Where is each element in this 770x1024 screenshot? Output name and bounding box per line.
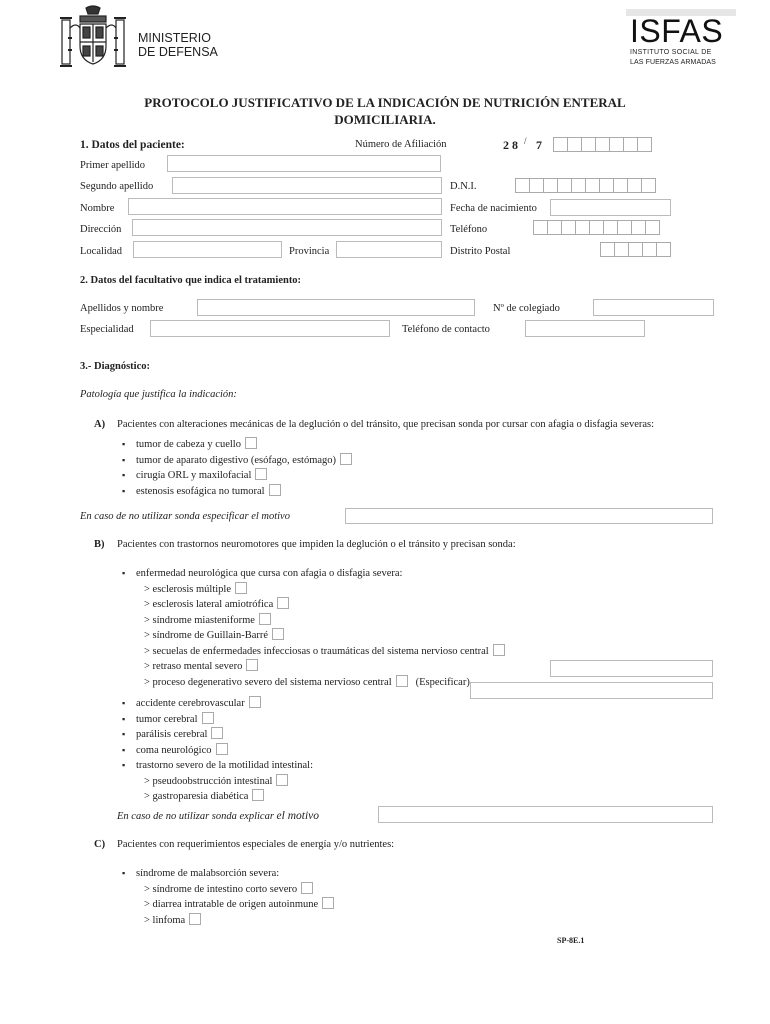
checkbox[interactable] bbox=[340, 453, 352, 465]
affiliation-prefix: 2 8 bbox=[503, 138, 518, 152]
group-a-reason-label: En caso de no utilizar sonda especificar el motivo bbox=[80, 511, 290, 522]
second-surname-label: Segundo apellido bbox=[80, 181, 154, 192]
list-item: ▪ enfermedad neurológica que cursa con afagia o disfagia severa: bbox=[122, 566, 505, 582]
checkbox[interactable] bbox=[235, 582, 247, 594]
phone-label: Teléfono bbox=[450, 224, 488, 235]
checkbox[interactable] bbox=[272, 628, 284, 640]
checkbox[interactable] bbox=[396, 675, 408, 687]
checkbox[interactable] bbox=[493, 644, 505, 656]
list-item: > pseudoobstrucción intestinal bbox=[122, 774, 313, 790]
checkbox[interactable] bbox=[246, 659, 258, 671]
specify-label: (Especificar) bbox=[415, 676, 470, 688]
group-b-neuro-list bbox=[122, 566, 505, 690]
checkbox[interactable] bbox=[255, 468, 267, 480]
first-surname-input[interactable] bbox=[167, 155, 441, 172]
address-label: Dirección bbox=[80, 224, 122, 235]
ministry-line-1: MINISTERIO bbox=[138, 31, 211, 45]
postal-label: Distrito Postal bbox=[450, 246, 511, 257]
group-b-other-list bbox=[122, 696, 313, 805]
group-b-description: Pacientes con trastornos neuromotores que impiden la deglución o el tránsito y precisan sonda: bbox=[117, 539, 516, 550]
checkbox[interactable] bbox=[259, 613, 271, 625]
list-item: > síndrome miasteniforme bbox=[122, 613, 505, 629]
specialty-label: Especialidad bbox=[80, 324, 134, 335]
pathology-label: Patología que justifica la indicación: bbox=[80, 389, 237, 400]
checkbox[interactable] bbox=[276, 774, 288, 786]
province-input[interactable] bbox=[336, 241, 442, 258]
brand-subtitle-2: LAS FUERZAS ARMADAS bbox=[630, 59, 716, 66]
list-item: ▪ síndrome de malabsorción severa: bbox=[122, 866, 334, 882]
contact-phone-input[interactable] bbox=[525, 320, 645, 337]
checkbox[interactable] bbox=[269, 484, 281, 496]
list-item: ▪ coma neurológico bbox=[122, 743, 313, 759]
list-item: ▪ trastorno severo de la motilidad intestinal: bbox=[122, 758, 313, 774]
city-label: Localidad bbox=[80, 246, 122, 257]
contact-phone-label: Teléfono de contacto bbox=[402, 324, 490, 335]
brand-subtitle-1: INSTITUTO SOCIAL DE bbox=[630, 49, 712, 56]
checkbox[interactable] bbox=[216, 743, 228, 755]
section-1-heading: 1. Datos del paciente: bbox=[80, 139, 185, 151]
phone-input[interactable] bbox=[534, 220, 660, 235]
list-item: > secuelas de enfermedades infecciosas o traumáticas del sistema nervioso central bbox=[122, 644, 505, 660]
section-2-heading: 2. Datos del facultativo que indica el tratamiento: bbox=[80, 275, 302, 286]
address-input[interactable] bbox=[132, 219, 442, 236]
dni-input[interactable] bbox=[516, 178, 656, 193]
list-item: > síndrome de intestino corto severo bbox=[122, 882, 334, 898]
list-item: > proceso degenerativo severo del sistema nervioso central (Especificar) bbox=[144, 676, 470, 688]
group-c-list bbox=[122, 866, 334, 928]
degenerative-specify-input-1[interactable] bbox=[550, 660, 713, 677]
name-input[interactable] bbox=[128, 198, 442, 215]
name-label: Nombre bbox=[80, 203, 115, 214]
city-input[interactable] bbox=[133, 241, 282, 258]
group-a-description: Pacientes con alteraciones mecánicas de la deglución o del tránsito, que precisan sonda por cursar con afagia o disfagia severas: bbox=[117, 419, 655, 430]
checkbox[interactable] bbox=[277, 597, 289, 609]
list-item: > gastroparesia diabética bbox=[122, 789, 313, 805]
list-item: ▪ tumor cerebral bbox=[122, 712, 313, 728]
birth-date-input[interactable] bbox=[550, 199, 671, 216]
list-item: > retraso mental severo bbox=[122, 659, 505, 675]
affiliation-label: Número de Afiliación bbox=[355, 139, 447, 150]
affiliation-digit: 7 bbox=[536, 138, 542, 152]
list-item: > síndrome de Guillain-Barré bbox=[122, 628, 505, 644]
list-item: ▪ tumor de aparato digestivo (esófago, estómago) bbox=[122, 453, 352, 469]
license-label: Nº de colegiado bbox=[493, 303, 560, 314]
group-b-reason-input[interactable] bbox=[378, 806, 713, 823]
group-b-letter: B) bbox=[94, 539, 105, 550]
group-a-list bbox=[122, 437, 352, 499]
list-item: ▪ accidente cerebrovascular bbox=[122, 696, 313, 712]
checkbox[interactable] bbox=[211, 727, 223, 739]
checkbox[interactable] bbox=[189, 913, 201, 925]
isfas-logo bbox=[626, 9, 736, 71]
checkbox[interactable] bbox=[249, 696, 261, 708]
specialty-input[interactable] bbox=[150, 320, 390, 337]
checkbox[interactable] bbox=[252, 789, 264, 801]
ministry-name bbox=[138, 31, 218, 59]
form-title-line-2: DOMICILIARIA. bbox=[334, 112, 436, 127]
degenerative-specify-input-2[interactable] bbox=[470, 682, 713, 699]
affiliation-number-input[interactable] bbox=[554, 137, 652, 152]
postal-code-input[interactable] bbox=[601, 242, 671, 257]
checkbox[interactable] bbox=[245, 437, 257, 449]
list-item: ▪ tumor de cabeza y cuello bbox=[122, 437, 352, 453]
group-b-reason-label: En caso de no utilizar sonda explicar el motivo bbox=[117, 810, 320, 822]
coat-of-arms-icon bbox=[58, 4, 128, 74]
ministry-line-2: DE DEFENSA bbox=[138, 45, 218, 59]
list-item: > diarrea intratable de origen autoinmune bbox=[122, 897, 334, 913]
form-title-line-1: PROTOCOLO JUSTIFICATIVO DE LA INDICACIÓN DE NUTRICIÓN ENTERAL bbox=[144, 95, 626, 110]
affiliation-separator: / bbox=[524, 136, 527, 146]
section-3-heading: 3.- Diagnóstico: bbox=[80, 361, 150, 372]
doctor-name-input[interactable] bbox=[197, 299, 475, 316]
second-surname-input[interactable] bbox=[172, 177, 442, 194]
province-label: Provincia bbox=[289, 246, 330, 257]
checkbox[interactable] bbox=[301, 882, 313, 894]
brand-name: ISFAS bbox=[630, 13, 724, 49]
birth-date-label: Fecha de nacimiento bbox=[450, 203, 537, 214]
group-c-letter: C) bbox=[94, 839, 106, 850]
doctor-name-label: Apellidos y nombre bbox=[80, 303, 164, 314]
checkbox[interactable] bbox=[202, 712, 214, 724]
group-a-letter: A) bbox=[94, 419, 106, 430]
checkbox[interactable] bbox=[322, 897, 334, 909]
first-surname-label: Primer apellido bbox=[80, 160, 146, 171]
dni-label: D.N.I. bbox=[450, 181, 477, 192]
list-item: ▪ cirugía ORL y maxilofacial bbox=[122, 468, 352, 484]
form-code: SP-8E.1 bbox=[557, 936, 585, 945]
list-item: > esclerosis múltiple bbox=[122, 582, 505, 598]
group-a-reason-input[interactable] bbox=[345, 508, 713, 524]
group-c-description: Pacientes con requerimientos especiales de energía y/o nutrientes: bbox=[117, 839, 395, 850]
license-input[interactable] bbox=[593, 299, 714, 316]
list-item: > esclerosis lateral amiotrófica bbox=[122, 597, 505, 613]
list-item: ▪ parálisis cerebral bbox=[122, 727, 313, 743]
list-item: ▪ estenosis esofágica no tumoral bbox=[122, 484, 352, 500]
list-item: > linfoma bbox=[122, 913, 334, 929]
